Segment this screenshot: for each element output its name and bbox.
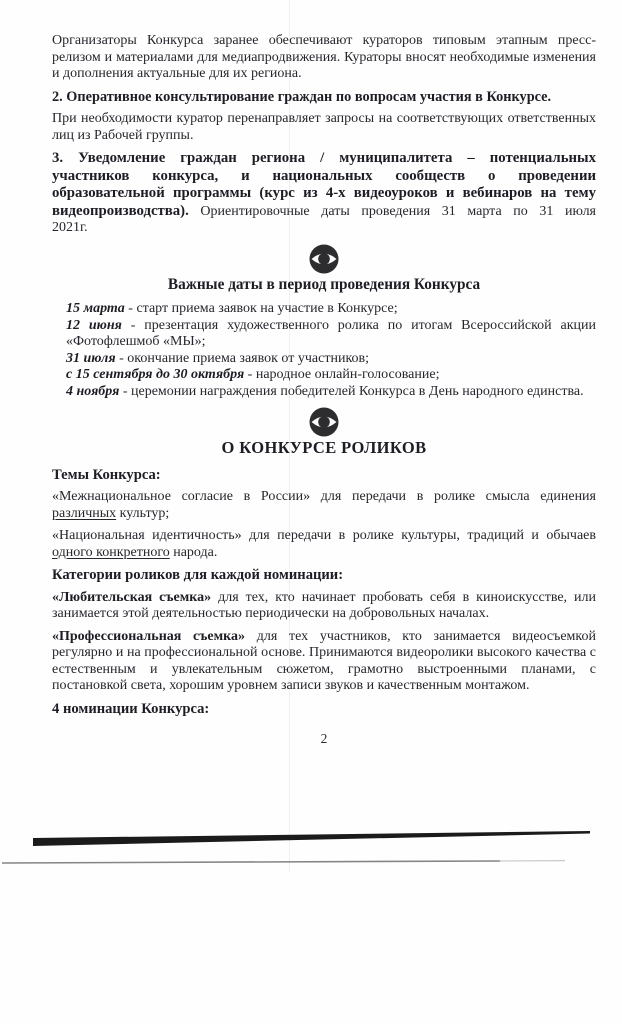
category-text: для тех участников, кто занимается видеосъемкой регулярно и на профессиональной основе. Принимаются видеоролики высокого качества с естественным и увлекательным сюжетом, грамотно выстроенными планами, с постановкой света, хорошим уровнем записи звуков и качественным монтажом.: [52, 628, 597, 693]
item3-bold-text: 3. Уведомление граждан региона / муниципалитета – потенциальных участников конкурса, и национальных сообществ о проведении образовательной программы (курс из 4-х видеоуроков и вебинаров на тему видеопроизводства).: [52, 150, 596, 219]
paragraph-category-professional: [52, 629, 596, 695]
paragraph-item3: [52, 150, 596, 237]
date-text: - народное онлайн-голосование;: [244, 367, 440, 382]
paragraph-theme-interethnic: [52, 489, 596, 522]
paragraph-category-amateur: [52, 590, 596, 623]
date-text: - презентация художественного ролика по итогам Всероссийской акции «Фотофлешмоб «МЫ»;: [66, 317, 596, 349]
item2-heading: 2. Оперативное консультирование граждан по вопросам участия в Конкурсе.: [52, 88, 552, 105]
eye-logo-icon: [52, 406, 596, 438]
date-text: - окончание приема заявок от участников;: [115, 350, 370, 366]
underlined-term: одного конкретного: [52, 544, 170, 560]
document-content: [52, 33, 596, 748]
page-number: 2: [320, 731, 328, 746]
date-label: 12 июня: [66, 317, 122, 333]
themes-heading: Темы Конкурса:: [52, 466, 161, 483]
category-text: для тех, кто начинает пробовать себя в киноискусстве, или занимается этой деятельностью периодически на добровольных началах.: [52, 589, 596, 621]
date-label: 15 марта: [66, 301, 125, 316]
scan-bottom-line: [2, 861, 500, 863]
date-label: 31 июля: [66, 350, 116, 366]
category-lead: «Профессиональная съемка»: [52, 628, 246, 644]
date-label: с 15 сентября до 30 октября: [66, 367, 245, 382]
paragraph-theme-identity: [52, 528, 596, 561]
about-heading: О КОНКУРСЕ РОЛИКОВ: [221, 438, 427, 457]
theme-text-post: народа.: [169, 544, 218, 560]
categories-heading: Категории роликов для каждой номинации:: [52, 567, 344, 583]
category-lead: «Любительская съемка»: [52, 589, 212, 605]
date-label: 4 ноября: [66, 383, 120, 399]
nominations-heading: 4 номинации Конкурса:: [52, 700, 210, 717]
scan-bottom-bar: [33, 831, 590, 846]
dates-list: [66, 301, 596, 400]
paragraph-redirect: При необходимости куратор перенаправляет запросы на соответствующих ответственных лиц из Рабочей группы.: [52, 111, 596, 143]
underlined-term: различных: [52, 505, 117, 521]
date-list-item: [66, 384, 596, 401]
theme-text-pre: «Национальная идентичность» для передачи в ролике культуры, традиций и обычаев: [52, 528, 596, 543]
date-list-item: [66, 318, 596, 351]
date-text: - старт приема заявок на участие в Конкурсе;: [124, 301, 398, 316]
date-list-item: [66, 301, 596, 318]
paragraph-curators: Организаторы Конкурса заранее обеспечивают кураторов типовым этапным пресс-релизом и материалами для медиапродвижения. Кураторы вносят необходимые изменения и дополнения актуальные для их региона.: [52, 33, 596, 81]
theme-text-pre: «Межнациональное согласие в России» для передачи в ролике смысла единения: [52, 489, 596, 504]
scan-edge-artifacts: [0, 826, 622, 876]
date-list-item: [66, 351, 596, 368]
dates-heading: Важные даты в период проведения Конкурса: [167, 275, 481, 293]
date-text: - церемонии награждения победителей Конкурса в День народного единства.: [119, 383, 584, 399]
date-list-item: [66, 367, 596, 384]
theme-text-post: культур;: [116, 505, 170, 521]
eye-logo-icon: [52, 243, 596, 275]
item3-regular-text: Ориентировочные даты проведения 31 марта по 31 июля 2021г.: [52, 203, 596, 235]
